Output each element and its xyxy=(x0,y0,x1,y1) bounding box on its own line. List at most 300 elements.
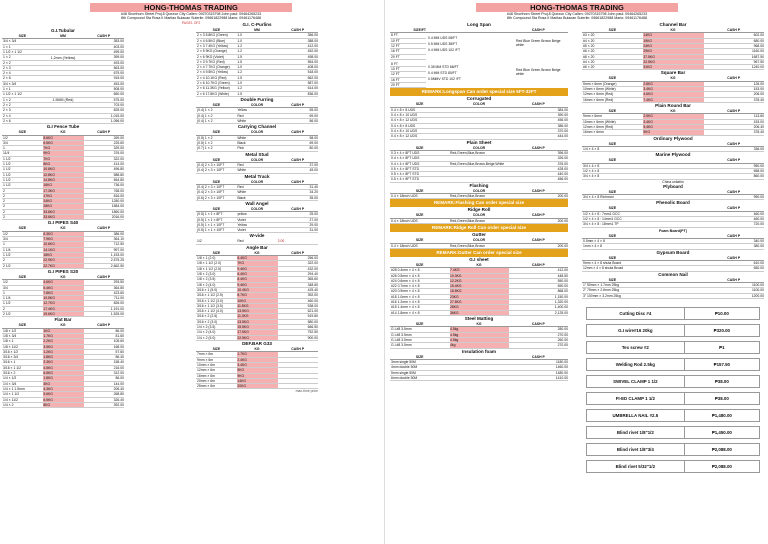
table-cell: 3/4 × 4 × 8 Richmod xyxy=(583,195,614,200)
table-cell: 16 FT xyxy=(391,49,400,54)
price-item-price: ₱157.50 xyxy=(684,359,759,370)
table-cell: 3/16 × 1 1/2 (4.0) xyxy=(197,309,223,314)
table-cell: White xyxy=(237,168,246,173)
table-cell: 3/4 × 4 × 8 xyxy=(583,163,600,168)
table-cell: 2 × 4 xyxy=(3,113,11,118)
table-cell: 2 xyxy=(3,306,5,311)
table-cell: 0.5 × 4 × 8FT STD xyxy=(391,177,420,182)
table-cell xyxy=(43,50,83,54)
table-cell: White xyxy=(237,190,246,195)
c-purlins-table xyxy=(196,28,318,97)
table-cell: 453.00 xyxy=(113,81,124,86)
table-cell: 2 × 3 5.8KG (Green) xyxy=(197,33,228,38)
gi-sheet-table xyxy=(390,263,568,316)
table-cell: 10.6KG xyxy=(43,242,83,246)
table-cell: 768.00 xyxy=(113,188,124,193)
table-cell: 3.5KG xyxy=(43,345,83,349)
table-cell: 2 xyxy=(3,258,5,263)
table-cell xyxy=(450,167,509,171)
header-cell: CASH P xyxy=(727,255,741,260)
section-title: Double Furring xyxy=(240,96,274,102)
table-cell: 1/8 × 11/2 xyxy=(3,344,18,349)
section-title: Metal Track xyxy=(244,173,270,179)
header-cell: CASH P xyxy=(727,141,741,146)
table-cell: 1100.00 xyxy=(751,283,764,288)
header-cell: CASH P xyxy=(291,130,305,135)
table-cell: (0.7) 1 × 2 xyxy=(197,146,213,151)
header-cell: MM xyxy=(60,34,66,38)
table-cell: 10.8KG xyxy=(43,167,83,171)
cell: Red xyxy=(237,239,244,244)
header-cell xyxy=(643,190,704,194)
table-cell: #4 × 20 xyxy=(583,38,595,43)
corrugated-table xyxy=(390,102,568,139)
table-cell: 554.00 xyxy=(307,59,318,64)
table-cell: 3/16 × 3/4 xyxy=(3,355,19,360)
header-cell: SIZE xyxy=(18,130,27,135)
table-cell: 22.5KG xyxy=(237,336,277,340)
table-cell: 27.8KG xyxy=(450,300,509,304)
section-title: Insulation foam xyxy=(462,348,496,354)
price-item-name: Tex screw #2 xyxy=(621,344,649,350)
table-cell: #20 0.9mm × 4 × 8 xyxy=(391,289,420,294)
table-cell: 3/16 × 1/2 xyxy=(3,349,19,354)
phenolic-board-table xyxy=(582,206,764,227)
table-cell: 1.0 xyxy=(237,65,243,70)
table-cell: (0.4) 2 × 3 × 10FT xyxy=(197,184,225,189)
table-cell: 2" 75mm × 2.6mm 25kg xyxy=(583,288,619,293)
header-cell: CASH P xyxy=(727,76,741,81)
table-cell: 1/8 × 1/2 xyxy=(3,328,17,333)
table-cell xyxy=(450,108,509,112)
table-cell: 1 1/2 xyxy=(3,156,11,161)
header-cell: SIZE xyxy=(212,206,221,211)
table-cell: 621.00 xyxy=(307,309,318,314)
header-cell: CASH P xyxy=(531,321,545,326)
table-cell: #8 × 20 xyxy=(583,54,595,59)
cell: 1/2 xyxy=(197,239,202,244)
ridge-roll-remark: REMARK:Ridge Roll Can order special size xyxy=(390,224,568,232)
table-cell: 13.5KG xyxy=(237,309,277,313)
table-cell: 1,150.00 xyxy=(554,294,568,299)
table-cell: 425.40 xyxy=(307,287,318,292)
header-cell: KG xyxy=(60,130,66,135)
metal-stud-table xyxy=(196,158,318,174)
table-cell: 10mm × 6mm (White) xyxy=(583,119,616,124)
table-cell: 675.00 xyxy=(113,71,124,76)
header-cell: SIZE xyxy=(608,109,617,114)
table-cell xyxy=(43,103,83,107)
table-cell xyxy=(43,39,83,43)
table-cell: 18KG xyxy=(43,253,83,257)
table-cell: 0.3 × 4 × 8FT UDS xyxy=(391,150,420,155)
pipes-s20-table xyxy=(2,275,124,317)
table-cell: #6 × 20 xyxy=(583,49,595,54)
marine-plywood-note: China unilatim xyxy=(662,179,684,184)
table-cell: 1.0 xyxy=(237,33,243,38)
table-cell: 2 xyxy=(3,209,5,214)
table-cell: 206.00 xyxy=(753,92,764,97)
section-title: Ordinary Plywood xyxy=(653,135,693,141)
table-cell: 36KG xyxy=(450,311,509,315)
table-cell: (0.5) 1 × 1 × 10FT xyxy=(197,228,225,233)
header-cell: CASH P xyxy=(291,157,305,162)
table-cell: 17KG xyxy=(43,194,83,198)
company-address-2: 8th Compound Sta Rosa II Marilao Bulacan Suterlin: 09661822988 Mario: 09461176488 xyxy=(507,16,647,21)
header-cell: KG xyxy=(254,250,260,255)
table-cell: 0.4 × 8 × 12 UDS xyxy=(391,118,418,123)
table-cell: 69.00 xyxy=(309,113,318,118)
table-cell: 1/8 × 2 (3.0) xyxy=(197,272,216,277)
section-title: G.I.Tubular xyxy=(51,28,75,33)
table-cell xyxy=(643,212,703,216)
table-cell xyxy=(43,71,83,75)
table-cell: (0.5) 1 × 2 xyxy=(197,140,213,145)
table-cell: (0.4) 2 × 3 × 10FT xyxy=(197,162,225,167)
table-cell: 0.5 × 4 × 8FT STD xyxy=(391,172,420,177)
table-cell: Yellow xyxy=(237,222,248,227)
table-cell xyxy=(450,177,509,181)
column-3 xyxy=(390,22,568,381)
table-cell: 4.5KG xyxy=(43,366,83,370)
table-cell: 2 × 6 9KG (Violet) xyxy=(197,54,224,59)
table-cell: 256.00 xyxy=(307,256,318,261)
table-cell: 0.4 × 18inch UDS xyxy=(391,243,418,248)
table-cell: 1200.00 xyxy=(751,293,764,298)
table-cell: 412.00 xyxy=(307,44,318,48)
table-cell: 2 xyxy=(3,215,5,220)
table-cell: 690.00 xyxy=(557,284,568,289)
table-cell: 20KG xyxy=(237,384,277,388)
table-cell: 456.00 xyxy=(557,177,568,182)
table-cell: 17.3KG xyxy=(43,189,83,193)
header-cell: SIZE xyxy=(608,233,617,238)
table-cell: 610.00 xyxy=(753,261,764,266)
table-cell: 399.00 xyxy=(113,55,124,60)
header-cell: SIZE xyxy=(212,179,221,184)
header-cell: CASH P xyxy=(291,102,305,107)
header-cell xyxy=(643,206,704,210)
table-cell xyxy=(278,363,318,367)
header-cell: COLOR xyxy=(250,157,264,162)
long-span-spec-b xyxy=(426,62,516,88)
company-address-2: 8th Compound Sta Rosa II Marilao Bulacan Suterlin: 09661822988 Mario: 09461176488 xyxy=(121,16,261,21)
table-cell: 428.00 xyxy=(557,166,568,171)
table-cell: 6.5KG xyxy=(43,398,83,402)
table-cell: 666.50 xyxy=(307,325,318,330)
table-cell: 153.00 xyxy=(753,119,764,124)
table-cell: 9.4KG xyxy=(237,283,277,287)
table-cell: 1,525.00 xyxy=(110,311,124,316)
table-cell: 20 FT xyxy=(391,54,400,59)
steel-matting-table xyxy=(390,322,568,349)
table-cell: 12mm × 6mm (Red) xyxy=(583,125,614,130)
section-title: Flat Bar xyxy=(54,317,72,323)
table-cell: (0.4) 1 × 2 xyxy=(197,113,213,118)
table-cell: 25mm × 6m xyxy=(197,384,215,389)
plyboard-table xyxy=(582,190,764,201)
table-cell: 8.7KG xyxy=(237,293,277,297)
table-cell: 4mm double 50M xyxy=(391,365,418,370)
header-cell: CASH P xyxy=(97,323,111,328)
table-cell: Red,Green,Blue,Brown,Beige,White xyxy=(450,161,505,166)
table-cell: 3/4 × 4 × 8 xyxy=(583,174,600,179)
table-cell: 16mm × 6m xyxy=(197,373,215,378)
tubular-table xyxy=(2,34,124,124)
table-cell: 10.4KG xyxy=(237,288,277,292)
table-cell: (0.5) 1 × 1 × 10FT xyxy=(197,222,225,227)
table-cell: #5 × 20 xyxy=(583,44,595,48)
table-cell: 6.4KG xyxy=(237,256,277,260)
header-cell: CASH P xyxy=(291,179,305,184)
table-cell: 1/8 × 3/4 xyxy=(3,333,17,338)
table-cell: 200.00 xyxy=(557,194,568,199)
table-cell: 703.00 xyxy=(113,102,124,107)
table-cell: 990.00 xyxy=(753,195,764,200)
spec-line: 0.4 MM UDS 102 /FT xyxy=(428,48,461,53)
table-cell: 206.40 xyxy=(113,386,124,391)
header-cell: CASH P xyxy=(291,206,305,211)
table-cell: Black xyxy=(237,195,246,200)
table-cell: 997.00 xyxy=(113,247,124,252)
table-cell: 680.00 xyxy=(753,38,764,43)
table-cell xyxy=(643,174,703,178)
header-cell: KG xyxy=(60,274,66,279)
table-cell: 113.60 xyxy=(753,114,764,119)
table-cell: (0.4) 2 × 3 × 10FT xyxy=(197,190,225,195)
table-cell: 153.00 xyxy=(753,87,764,92)
table-cell xyxy=(43,87,83,91)
header-cell: CASH P xyxy=(727,158,741,163)
header-cell: SIZE xyxy=(212,346,221,351)
table-cell xyxy=(643,222,703,226)
section-title: G.I. C-Purlins xyxy=(242,22,272,27)
long-span-sizes xyxy=(390,33,426,59)
table-cell: 390.00 xyxy=(557,113,568,118)
table-cell: 6.5KG xyxy=(43,371,83,375)
table-cell: 8 FT xyxy=(391,33,398,38)
section-title: Common Nail xyxy=(658,271,688,277)
table-cell: #26 0.5mm × 4 × 8 xyxy=(391,273,420,278)
header-cell: KG xyxy=(670,76,676,81)
channel-bar-table xyxy=(582,28,764,70)
section-title: Wall Angel xyxy=(245,200,269,206)
table-cell: 2 × 4 10.1KG (Red) xyxy=(197,75,227,80)
header-cell: COLOR xyxy=(472,213,486,218)
table-cell: 312.00 xyxy=(113,371,124,376)
section-title: G.I PIPES S40 xyxy=(47,220,79,226)
table-cell: 2 × 4 xyxy=(3,71,11,76)
table-cell: 1/8 × 1 (2.0) xyxy=(197,256,216,261)
table-cell: White xyxy=(237,135,246,140)
table-cell: 2 × 3 xyxy=(3,108,11,113)
table-cell: 27.00 xyxy=(309,217,318,222)
table-cell: 1.0 xyxy=(237,81,243,86)
table-cell: 3.4KG xyxy=(643,87,703,91)
price-item xyxy=(586,443,760,456)
table-cell: 353.00 xyxy=(113,39,124,44)
company-address: #48 Shorthorn Street Proj.8 Quezon City Callen: 09270315798 John paul: 09464265233 xyxy=(506,12,648,16)
price-item xyxy=(586,307,760,320)
table-cell: 380.00 xyxy=(753,244,764,249)
table-cell: 2.5KG xyxy=(643,114,703,118)
table-cell: 2 xyxy=(3,204,5,209)
table-cell: 0.4 × 8 × 10 UDS xyxy=(391,113,418,118)
table-cell: 2 × 4 7.7KG (Orange) xyxy=(197,65,230,70)
table-cell: 3/16 × 1 xyxy=(3,360,16,365)
price-item-name: SWIVEL CLAMP 1 1/2 xyxy=(613,378,658,384)
header-cell: COLOR xyxy=(250,102,264,107)
table-cell: Red,Green,Blue,Brown xyxy=(450,194,485,199)
table-cell: 550.00 xyxy=(557,278,568,283)
table-cell: #18 1.0mm × 4 × 8 xyxy=(391,294,420,299)
header-cell: SIZE xyxy=(18,323,27,328)
table-cell: 1/4 × 2 (4.0) xyxy=(197,330,216,335)
table-cell xyxy=(643,195,703,199)
table-cell: 1 × 1 xyxy=(3,87,11,92)
table-cell: 384.00 xyxy=(557,107,568,112)
header-cell: KG xyxy=(476,262,482,267)
table-cell: #6 × 20 xyxy=(583,65,595,70)
header-cell: CASH P xyxy=(97,226,111,231)
table-cell: 2 × 3 7.4KG (Yellow) xyxy=(197,44,229,48)
gutter-remark: REMARK:Gutter Can order special size xyxy=(390,249,568,257)
table-cell: 2 × 6 xyxy=(3,76,11,81)
header-cell: SIZE xyxy=(18,226,27,231)
table-cell xyxy=(43,82,83,86)
table-cell: 11.5KG xyxy=(237,304,277,308)
section-title: G.I Fence Tube xyxy=(46,124,80,130)
price-item-name: Blind rivet 5/32"1/2 xyxy=(615,463,656,469)
table-cell xyxy=(43,119,83,123)
table-cell: 12 FT xyxy=(391,44,400,48)
table-cell: #24 0.6mm × 4 × 8 xyxy=(391,278,420,283)
table-cell: #14 1.8mm × 4 × 8 xyxy=(391,310,420,315)
long-span-colors: Red Blue Green Brown Beige white xyxy=(516,67,561,76)
table-cell: 1 xyxy=(3,146,5,151)
table-row xyxy=(390,376,568,381)
table-cell: 836.00 xyxy=(307,91,318,96)
table-cell: Black xyxy=(237,140,246,145)
table-cell: 9.4KG xyxy=(237,267,277,271)
plain-round-bar-table xyxy=(582,109,764,136)
table-cell: 7KG xyxy=(237,261,277,265)
table-cell: 28KG xyxy=(450,305,509,309)
table-cell: Red,Green,Blue,Brown xyxy=(450,150,485,155)
table-cell: G.I.#8 3.5mm xyxy=(391,327,412,332)
table-cell: 8 FT xyxy=(391,61,398,66)
table-cell: 37.00 xyxy=(309,162,318,167)
header-cell: SIZE xyxy=(608,189,617,194)
table-cell: Violet xyxy=(237,228,246,233)
table-cell: 12mm × 4 × 8 shuta Broad xyxy=(583,266,624,271)
header-cell: CASH P xyxy=(727,206,741,211)
table-cell: 456.00 xyxy=(557,118,568,123)
table-cell: 29KG xyxy=(643,49,703,53)
table-cell xyxy=(450,365,509,369)
table-cell: 868.00 xyxy=(557,289,568,294)
table-cell: 1/4 × 1/2 xyxy=(3,376,17,381)
header-cell: KG xyxy=(670,28,676,32)
table-cell: 23KG xyxy=(450,295,509,299)
table-cell xyxy=(278,368,318,372)
flashing-table xyxy=(390,189,568,200)
table-cell: 3mm single 50M xyxy=(391,359,416,364)
def-bar-note: man-time price xyxy=(295,389,318,394)
table-cell: 16 FT xyxy=(391,77,400,82)
table-cell: 13.5KG xyxy=(237,320,277,324)
table-cell: 1/2 × 4 × 8 xyxy=(583,169,600,174)
table-cell xyxy=(278,358,318,362)
price-item-price: ₱2,088.00 xyxy=(684,444,759,455)
table-cell: 10 FT xyxy=(391,38,400,43)
section-title: Long Span xyxy=(467,22,491,27)
table-cell: 1.8KG xyxy=(43,376,83,380)
table-cell: 825.00 xyxy=(113,108,124,113)
table-cell: 81.60 xyxy=(115,333,124,338)
table-cell: 1.0 xyxy=(237,38,243,43)
column-4 xyxy=(582,22,764,477)
company-name: HONG-THOMAS TRADING xyxy=(476,3,678,12)
table-cell: 3" 100mm × 3.2mm 25kg xyxy=(583,293,621,298)
table-cell: 8.6KG xyxy=(43,136,83,140)
company-address: #48 Shorthorn Street Proj.8 Quezon City Callen: 09270315798 John paul: 09464265233 xyxy=(120,12,262,16)
table-cell: 967.50 xyxy=(753,59,764,64)
header-cell: CASH P xyxy=(291,250,305,255)
long-span-remark: REMARK:Longspan Can order special size 5FT-32FT xyxy=(390,88,568,96)
table-cell xyxy=(43,45,83,49)
table-cell xyxy=(450,134,509,138)
table-cell: 1/8 × 1 1/2 (2.0) xyxy=(197,261,222,266)
table-cell: 1" 50mm × 1.7mm 25kg xyxy=(583,283,619,288)
header-cell: SIZE xyxy=(608,255,617,260)
header-cell: CASH P xyxy=(531,102,545,107)
table-cell xyxy=(43,92,83,96)
table-cell: yellow xyxy=(237,212,247,217)
table-cell: 4.6KG xyxy=(43,280,83,284)
section-title: W-vide xyxy=(249,233,265,239)
table-cell xyxy=(643,244,703,248)
table-cell: 3/16 × 2 xyxy=(3,371,16,376)
long-span-sizes xyxy=(390,62,426,88)
table-cell: 712.50 xyxy=(113,242,124,247)
table-row xyxy=(2,403,124,408)
price-item-price: ₱38.00 xyxy=(684,393,759,404)
table-cell: 1,056.00 xyxy=(110,118,124,123)
column-2 xyxy=(196,22,318,393)
table-cell xyxy=(643,283,703,287)
ordinary-plywood-table xyxy=(582,142,764,153)
header-cell: KG xyxy=(476,321,482,326)
table-cell: 816.00 xyxy=(113,193,124,198)
header-cell: SIZE xyxy=(212,102,221,107)
price-item-price: ₱1 xyxy=(684,342,759,353)
table-cell: G.I.#8 3.5mm xyxy=(391,343,412,348)
price-item-price: ₱320.00 xyxy=(684,325,759,336)
table-cell: 1/8 × 2 (4.0) xyxy=(197,282,216,287)
table-cell: 1 xyxy=(3,290,5,295)
table-cell: 1/4 × 2 xyxy=(3,402,14,407)
table-cell: 1460.00 xyxy=(555,365,568,370)
table-cell: 1 × 1 xyxy=(3,44,11,49)
table-cell: 1,191.00 xyxy=(110,306,124,311)
table-cell: 423.60 xyxy=(113,290,124,295)
table-cell: 1 1/2 xyxy=(3,177,11,182)
table-cell: 2 × 4 6.5KG (Blue) xyxy=(197,38,226,43)
table-cell: 1/4 × 1 1/2 xyxy=(3,392,20,397)
table-cell xyxy=(643,164,703,168)
table-cell: #4 × 20 xyxy=(583,59,595,64)
